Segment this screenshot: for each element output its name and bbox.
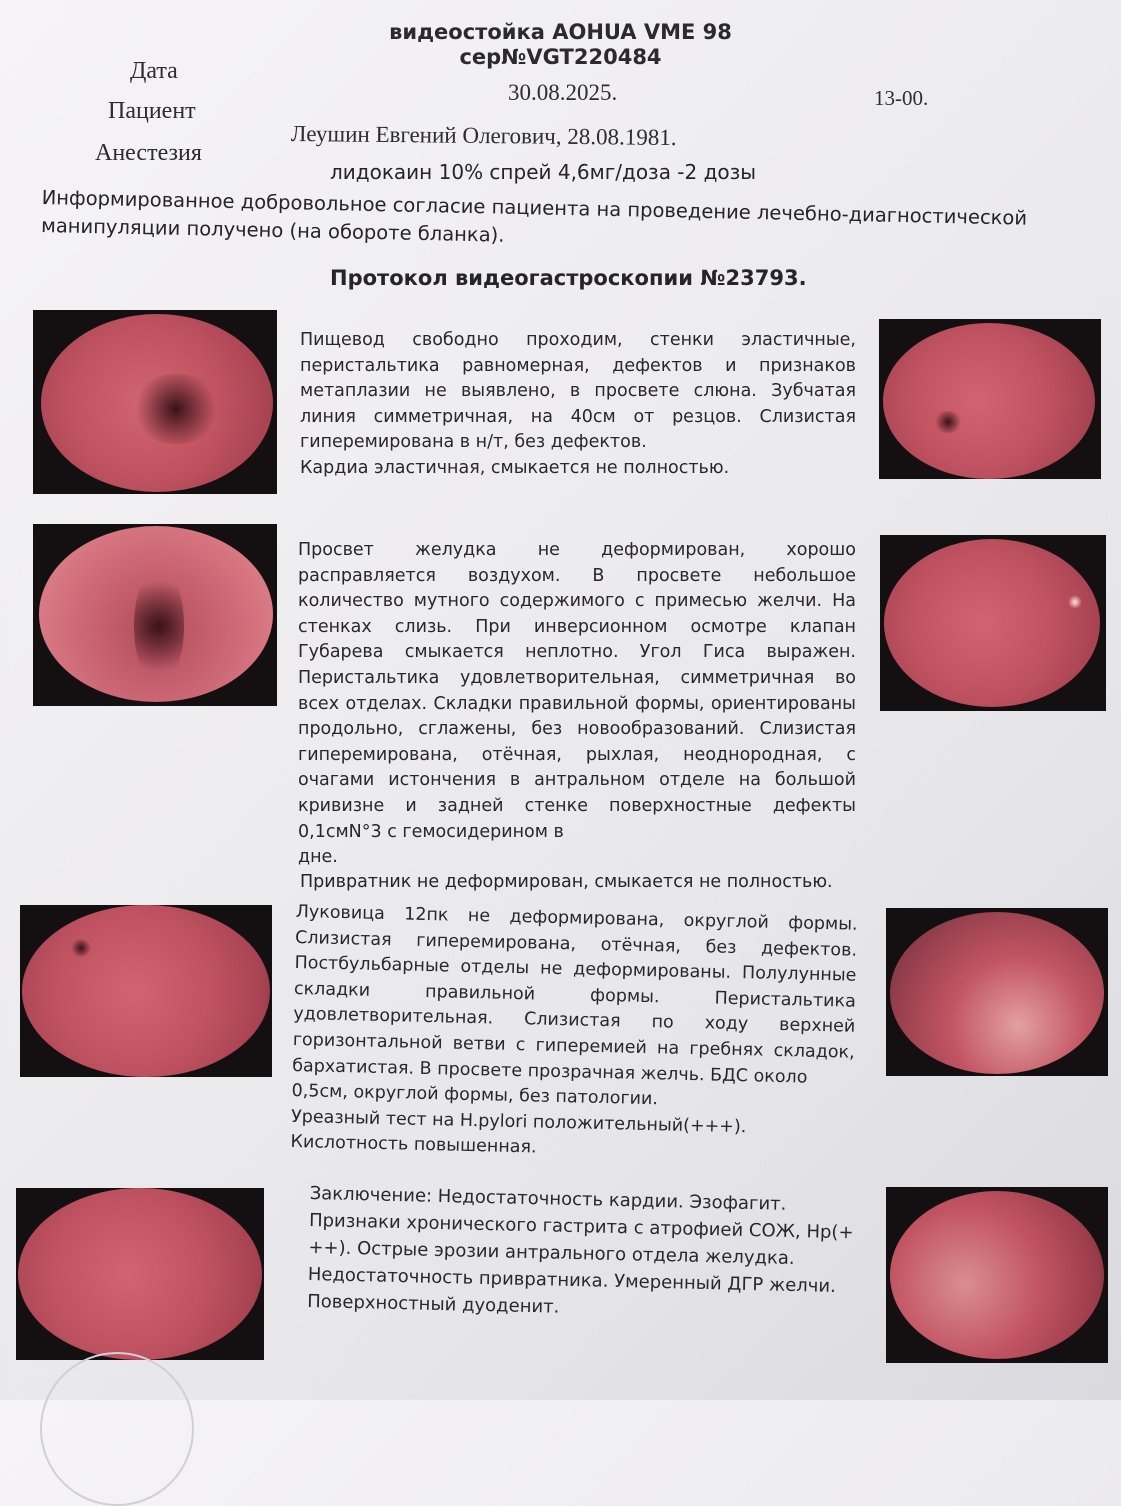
endoscopy-image-conclusion-right (886, 1187, 1108, 1363)
anesthesia-label: Анестезия (95, 140, 202, 166)
urease-test-text: Уреазный тест на H.pylori положительный(+++). (290, 1106, 747, 1138)
endoscopy-image-esophagus-right (879, 319, 1101, 479)
date-value: 30.08.2025. (508, 80, 618, 105)
duodenum-text-end: 0,5см, округлой формы, без патологии. (291, 1081, 659, 1110)
conclusion-line-4: Недостаточность привратника. Умеренный ДГР желчи. (307, 1263, 837, 1297)
endoscopy-image-duodenum-left (20, 905, 272, 1077)
duodenum-findings (290, 900, 858, 1169)
stomach-text-end: дне. (298, 847, 338, 868)
endoscopy-image-stomach-right (880, 535, 1106, 711)
patient-label: Пациент (108, 98, 196, 124)
endoscopy-image-stomach-left (33, 524, 277, 706)
consent-statement: Информированное добровольное согласие пациента на проведение лечебно-диагностической манипуляции получено (на обороте бланка). (40, 185, 1028, 247)
cardia-text: Кардиа эластичная, смыкается не полностью. (300, 457, 730, 478)
device-serial: сер№VGT220484 (459, 45, 662, 69)
protocol-title: Протокол видеогастроскопии №23793. (330, 266, 807, 290)
conclusion-line-2: Признаки хронического гастрита с атрофией СОЖ, Hp(+ (308, 1209, 854, 1244)
esophagus-text: Пищевод свободно проходим, стенки эластичные, перистальтика равномерная, дефектов и признаков метаплазии не выявлено, в просвете слюна. Зубчатая линия симметричная, на 40см от резцов. Слизистая гиперемирована в н/т, без дефектов. (300, 330, 856, 453)
esophagus-findings (300, 328, 856, 482)
pylorus-text: Привратник не деформирован, смыкается не полностью. (300, 872, 833, 892)
device-name: видеостойка AOHUA VME 98 (389, 20, 732, 44)
conclusion (307, 1180, 870, 1328)
conclusion-line-5: Поверхностный дуоденит. (307, 1290, 560, 1318)
date-label: Дата (130, 58, 178, 84)
endoscopy-image-esophagus-left (33, 310, 277, 494)
stamp-outline (40, 1352, 194, 1506)
conclusion-line-1: Заключение: Недостаточность кардии. Эзофагит. (309, 1182, 787, 1215)
stomach-text: Просвет желудка не деформирован, хорошо расправляется воздухом. В просвете небольшое количество мутного содержимого с примесью желчи. На стенках слизь. При инверсионном осмотре клапан Губарева смыкается неплотно. Угол Гиса выражен. Перистальтика удовлетворительная, симметричная во всех отделах. Складки правильной формы, ориентированы продольно, сглажены, без новообразований. Слизистая гиперемирована, отёчная, рыхлая, неоднородная, с очагами истончения в антральном отделе на большой кривизне и задней стенке поверхностные дефекты 0,1смN°3 с гемосидерином в (298, 540, 856, 842)
anesthesia-value: лидокаин 10% спрей 4,6мг/доза -2 дозы (330, 160, 757, 184)
time-value: 13-00. (874, 86, 929, 110)
acidity-text: Кислотность повышенная. (290, 1132, 537, 1158)
stomach-findings (298, 538, 856, 871)
patient-value: Леушин Евгений Олегович, 28.08.1981. (290, 121, 677, 151)
duodenum-text: Луковица 12пк не деформирована, округлой формы. Слизистая гиперемирована, отёчная, без дефектов. Постбульбарные отделы не деформированы. Полулунные складки правильной формы. Перистальтика удовлетворительная. Слизистая по ходу верхней горизонтальной ветви с гиперемией на гребнях складок, бархатистая. В просвете прозрачная желчь. БДС около (292, 901, 858, 1088)
endoscopy-image-conclusion-left (16, 1188, 264, 1360)
conclusion-line-3: ++). Острые эрозии антрального отдела желудка. (308, 1236, 795, 1270)
endoscopy-image-duodenum-right (886, 908, 1108, 1076)
